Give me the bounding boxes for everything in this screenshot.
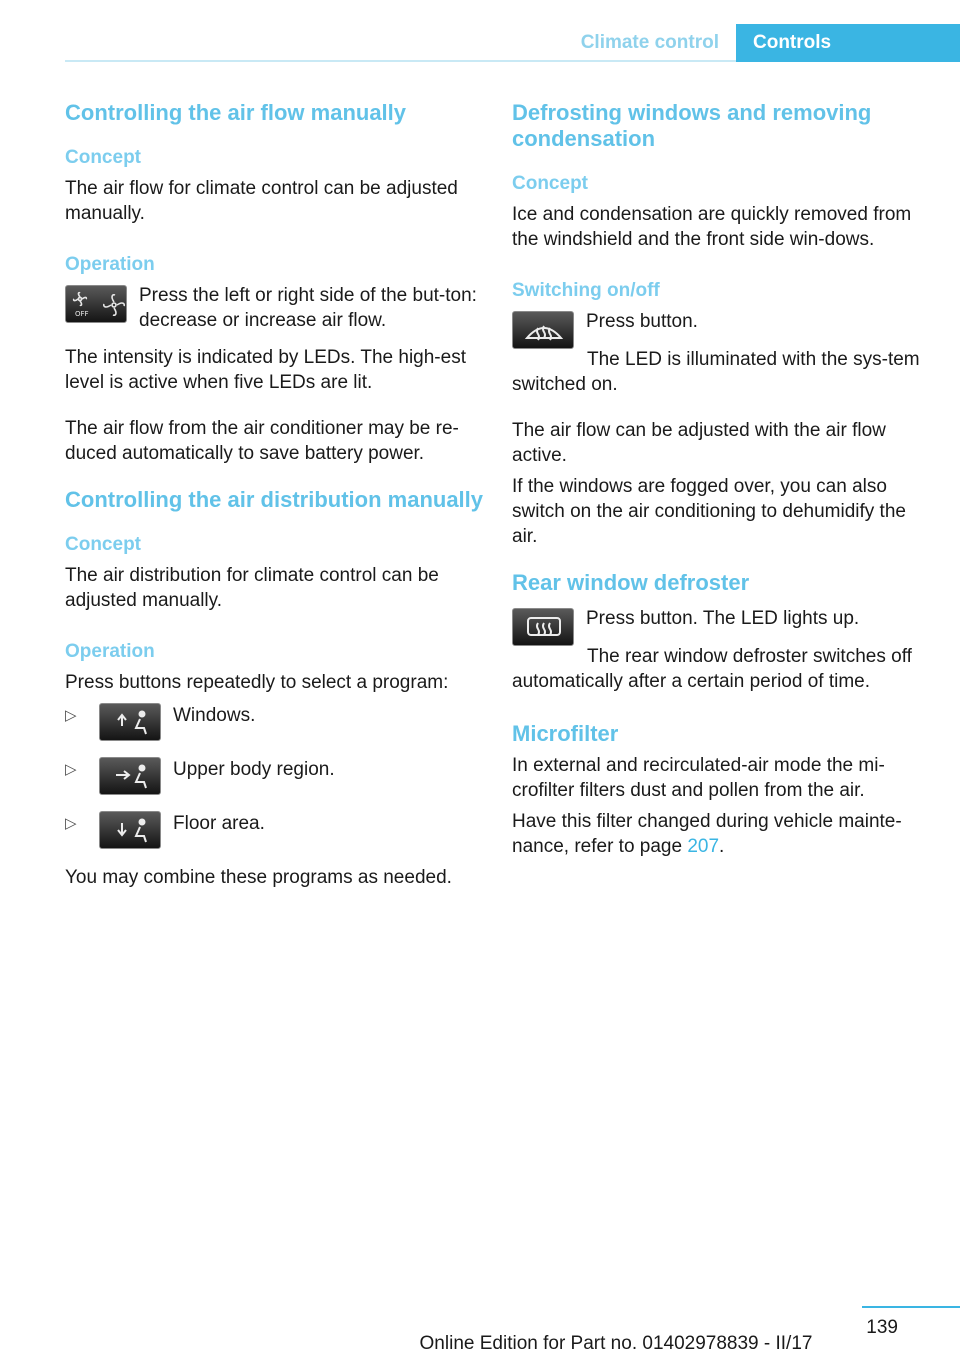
led-intensity-text: The intensity is indicated by LEDs. The high-est level is active when five LEDs are lit. — [65, 347, 466, 393]
list-item — [65, 811, 485, 849]
fan-button-instruction: Press the left or right side of the but-ton: decrease or increase air flow. — [139, 285, 477, 331]
windshield-button-row — [512, 309, 932, 349]
rear-button-row — [512, 606, 932, 646]
heading-airflow-manual: Controlling the air flow manually — [65, 100, 407, 125]
heading-rear-defroster: Rear window defroster — [512, 570, 750, 595]
list-item — [65, 703, 485, 741]
triangle-bullet-icon: ▷ — [65, 761, 77, 778]
program-floor: Floor area. — [173, 813, 265, 834]
subheading-concept-2: Concept — [65, 534, 141, 555]
combine-programs-text: You may combine these programs as needed. — [65, 867, 452, 888]
defrost-airflow-text: The air flow can be adjusted with the air flow active. — [512, 420, 886, 466]
microfilter-service-text — [512, 809, 932, 859]
heading-defrost: Defrosting windows and removing condensation — [512, 100, 872, 151]
subheading-switching: Switching on/off — [512, 280, 660, 301]
fogged-windows-text: If the windows are fogged over, you can also switch on the air conditioning to dehumidify the air. — [512, 476, 906, 547]
windshield-led-text: The LED is illuminated with the sys-tem switched on. — [512, 349, 920, 395]
airflow-concept-text: The air flow for climate control can be adjusted manually. — [65, 178, 458, 224]
distribution-operation-text: Press buttons repeatedly to select a program: — [65, 672, 449, 693]
edition-footer: Online Edition for Part no. 01402978839 - II/17 — [419, 1333, 813, 1354]
air-distribution-upper-body-icon — [99, 757, 161, 795]
air-distribution-windows-icon — [99, 703, 161, 741]
header-chapter-tab: Controls — [736, 24, 960, 62]
microfilter-text: In external and recirculated-air mode the mi-crofilter filters dust and pollen from the air. — [512, 755, 885, 801]
right-column — [512, 100, 932, 870]
triangle-bullet-icon: ▷ — [65, 707, 77, 724]
page-number: 139 — [866, 1317, 898, 1338]
windshield-defrost-icon — [512, 311, 574, 349]
defrost-concept-text: Ice and condensation are quickly removed from the windshield and the front side win-dows. — [512, 204, 912, 250]
subheading-operation: Operation — [65, 254, 155, 275]
program-windows: Windows. — [173, 705, 256, 726]
microfilter-service-text-post: . — [719, 836, 725, 857]
subheading-concept-3: Concept — [512, 173, 588, 194]
distribution-concept-text: The air distribution for climate control can be adjusted manually. — [65, 565, 439, 611]
rear-window-defrost-icon — [512, 608, 574, 646]
left-column — [65, 100, 485, 901]
subheading-concept: Concept — [65, 147, 141, 168]
windshield-button-line1: Press button. — [586, 311, 698, 332]
subheading-operation-2: Operation — [65, 641, 155, 662]
fan-button-row — [65, 283, 485, 339]
page-reference-link[interactable]: 207 — [687, 836, 720, 857]
footer-rule — [862, 1306, 960, 1308]
svg-text:OFF: OFF — [75, 310, 89, 318]
air-distribution-floor-icon — [99, 811, 161, 849]
rear-defroster-auto-off-text: The rear window defroster switches off automatically after a certain period of time. — [512, 646, 912, 692]
rear-button-line1: Press button. The LED lights up. — [586, 608, 860, 629]
program-upper-body: Upper body region. — [173, 759, 335, 780]
list-item — [65, 757, 485, 795]
heading-microfilter: Microfilter — [512, 721, 619, 746]
heading-air-distribution: Controlling the air distribution manually — [65, 487, 484, 512]
header-section-title: Climate control — [580, 32, 719, 53]
triangle-bullet-icon: ▷ — [65, 815, 77, 832]
fan-speed-button-icon — [65, 285, 127, 323]
microfilter-service-text-pre: Have this filter changed during vehicle mainte-nance, refer to page — [512, 811, 902, 857]
battery-power-text: The air flow from the air conditioner may be re-duced automatically to save battery power. — [65, 418, 459, 464]
